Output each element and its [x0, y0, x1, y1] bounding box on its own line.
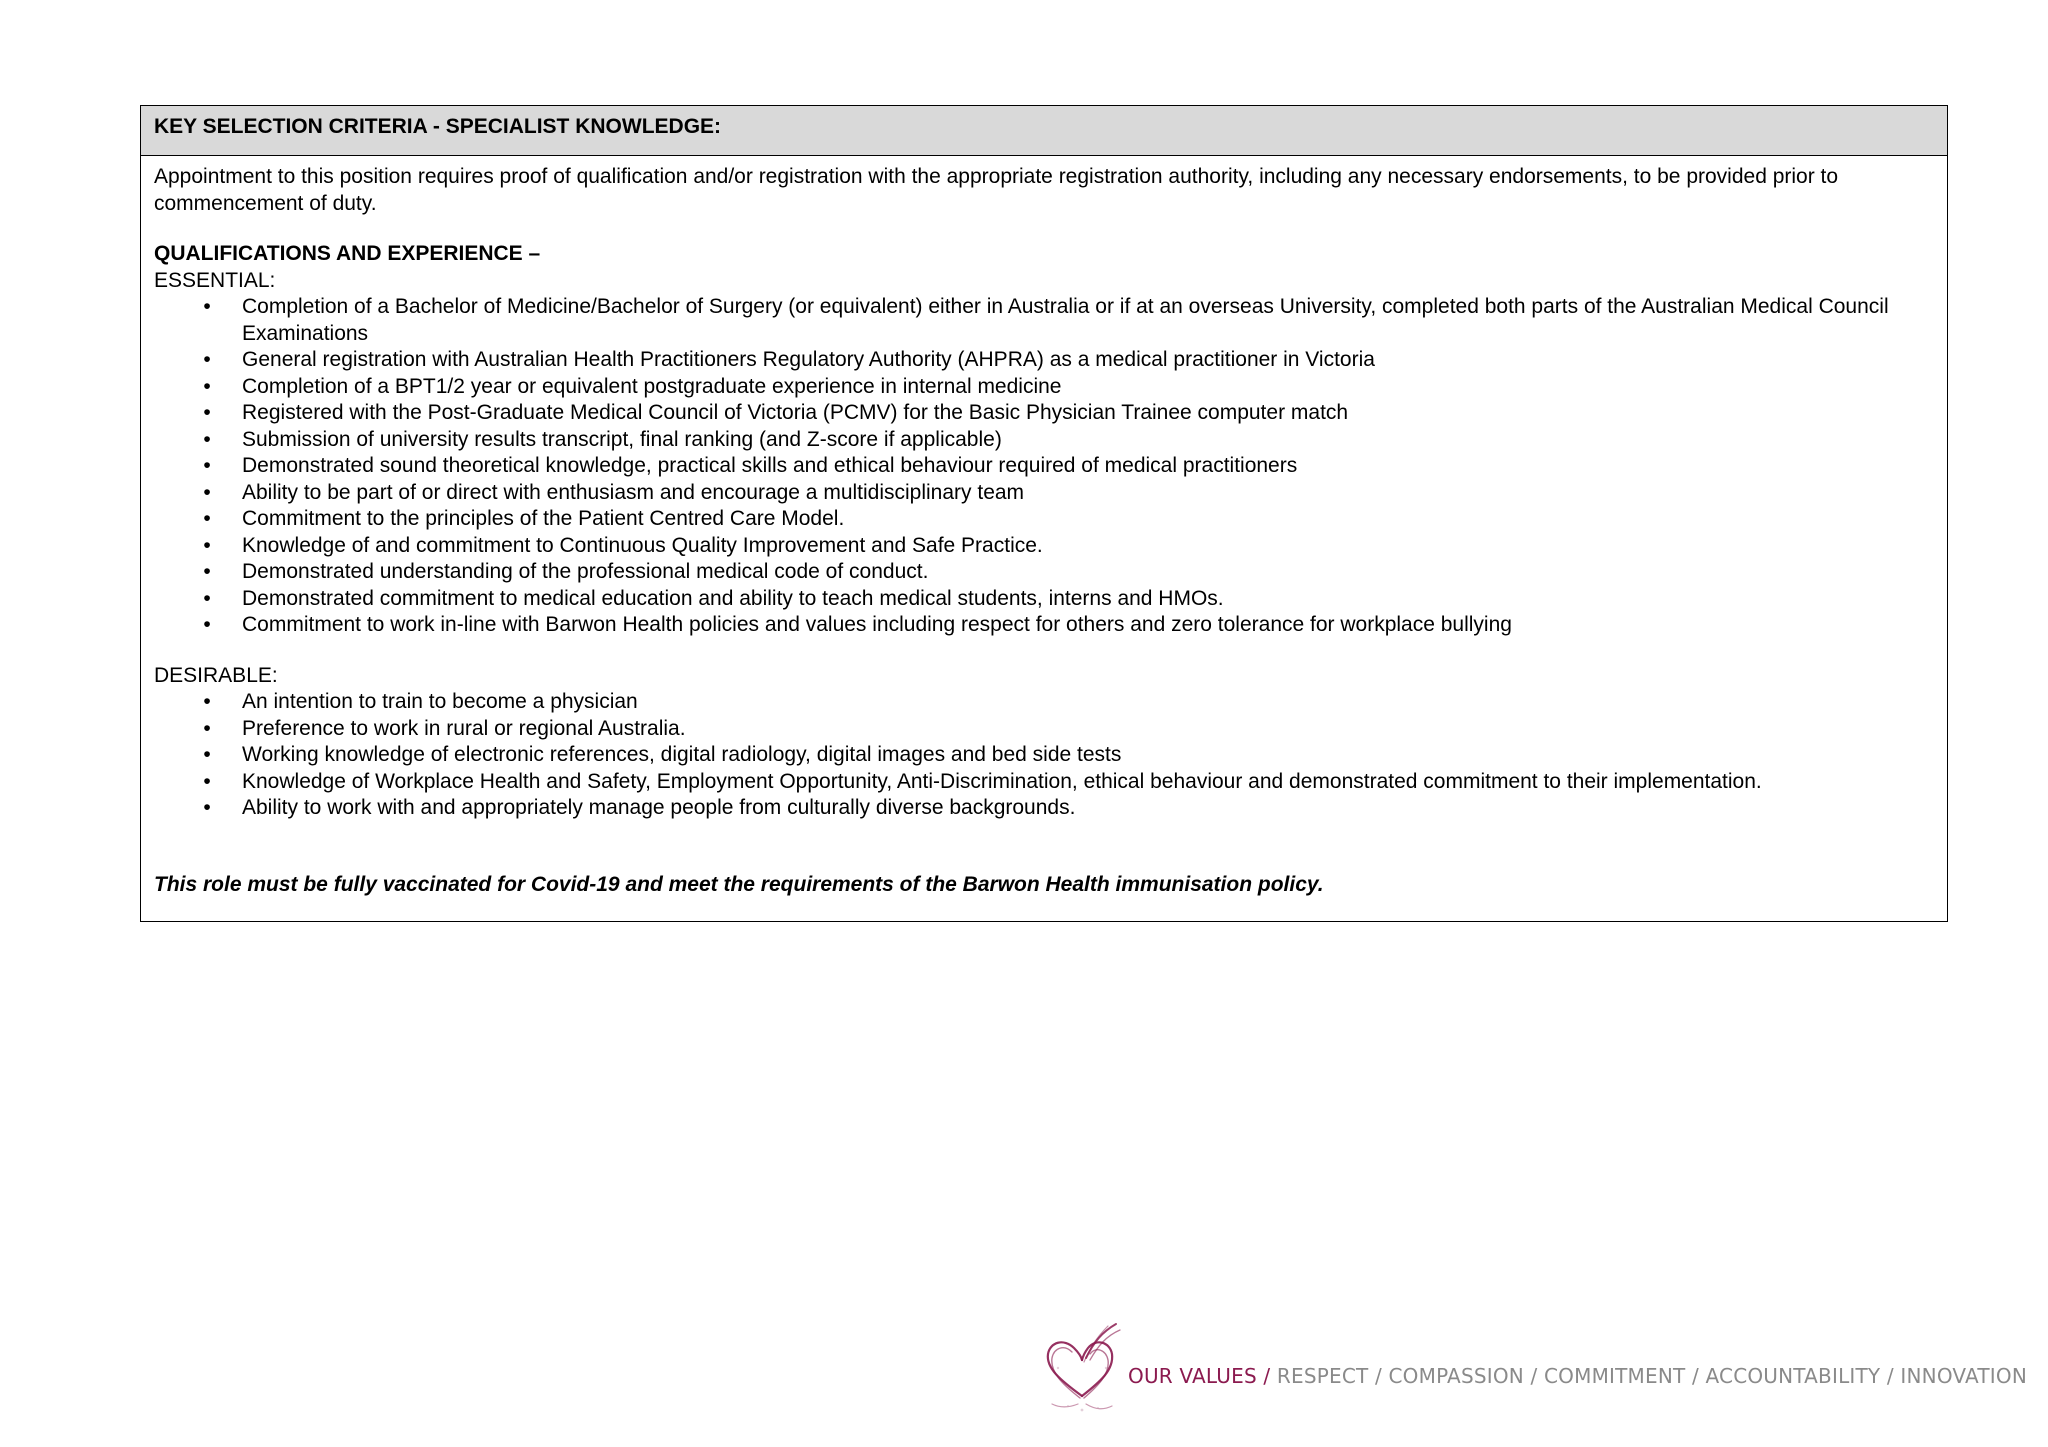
selection-criteria-table [140, 105, 1948, 922]
bullet-icon: • [203, 560, 211, 583]
bullet-icon: • [203, 743, 211, 766]
desirable-list [154, 689, 1934, 822]
value-respect: RESPECT [1276, 1364, 1369, 1388]
list-item: • Completion of a BPT1/2 year or equivalent postgraduate experience in internal medicine [154, 374, 1934, 401]
list-item: • Demonstrated commitment to medical education and ability to teach medical students, interns and HMOs. [154, 586, 1934, 613]
list-item: • Knowledge of Workplace Health and Safety, Employment Opportunity, Anti-Discrimination, ethical behaviour and demonstrated commitment to their implementation. [154, 769, 1934, 796]
list-item: • Commitment to work in-line with Barwon Health policies and values including respect for others and zero tolerance for workplace bullying [154, 612, 1934, 639]
list-item: • Preference to work in rural or regional Australia. [154, 716, 1934, 743]
vaccination-note: This role must be fully vaccinated for Covid-19 and meet the requirements of the Barwon Health immunisation policy. [154, 872, 1324, 896]
value-innovation: INNOVATION [1900, 1364, 2027, 1388]
bullet-icon: • [203, 401, 211, 424]
separator: / [1530, 1364, 1538, 1388]
list-item: • Commitment to the principles of the Patient Centred Care Model. [154, 506, 1934, 533]
bullet-icon: • [203, 586, 211, 610]
bullet-icon: • [203, 716, 211, 740]
list-item: • Knowledge of and commitment to Continuous Quality Improvement and Safe Practice. [154, 533, 1934, 560]
value-accountability: ACCOUNTABILITY [1705, 1364, 1881, 1388]
separator: / [1886, 1364, 1894, 1388]
values-footer [1038, 1318, 2027, 1418]
bullet-icon: • [203, 295, 211, 318]
essential-list [154, 294, 1934, 639]
list-item: • Demonstrated sound theoretical knowledge, practical skills and ethical behaviour required of medical practitioners [154, 453, 1934, 480]
bullet-icon: • [203, 796, 211, 819]
list-item: • Working knowledge of electronic references, digital radiology, digital images and bed side tests [154, 742, 1934, 769]
qualifications-heading: QUALIFICATIONS AND EXPERIENCE – [154, 242, 541, 265]
bullet-icon: • [203, 613, 211, 636]
bullet-icon: • [203, 454, 211, 477]
bullet-icon: • [203, 348, 211, 371]
separator: / [1375, 1364, 1382, 1388]
value-commitment: COMMITMENT [1544, 1364, 1686, 1388]
list-item: • Registered with the Post-Graduate Medical Council of Victoria (PCMV) for the Basic Physician Trainee computer match [154, 400, 1934, 427]
list-item: • Completion of a Bachelor of Medicine/Bachelor of Surgery (or equivalent) either in Australia or if at an overseas University, completed both parts of the Australian Medical Council Examinations [154, 294, 1934, 347]
desirable-label: DESIRABLE: [154, 663, 278, 687]
bullet-icon: • [203, 690, 211, 713]
our-values-label: OUR VALUES [1128, 1364, 1257, 1388]
value-compassion: COMPASSION [1388, 1364, 1524, 1388]
essential-label: ESSENTIAL: [154, 268, 276, 292]
list-item: • Ability to work with and appropriately manage people from culturally diverse backgrounds. [154, 795, 1934, 822]
bullet-icon: • [203, 533, 211, 557]
bullet-icon: • [203, 507, 211, 530]
criteria-header: KEY SELECTION CRITERIA - SPECIALIST KNOWLEDGE: [141, 106, 1947, 156]
list-item: • Submission of university results transcript, final ranking (and Z-score if applicable) [154, 427, 1934, 454]
bullet-icon: • [203, 769, 211, 793]
bullet-icon: • [203, 480, 211, 504]
heart-logo-icon [1038, 1318, 1126, 1418]
list-item: • Demonstrated understanding of the professional medical code of conduct. [154, 559, 1934, 586]
bullet-icon: • [203, 374, 211, 398]
separator: / [1263, 1364, 1271, 1388]
separator: / [1691, 1364, 1699, 1388]
list-item: • General registration with Australian Health Practitioners Regulatory Authority (AHPRA) as a medical practitioner in Victoria [154, 347, 1934, 374]
values-line [1128, 1364, 2027, 1388]
bullet-icon: • [203, 427, 211, 451]
criteria-body [141, 156, 1947, 898]
intro-paragraph: Appointment to this position requires proof of qualification and/or registration with the appropriate registration authority, including any necessary endorsements, to be provided prior to commencement of duty. [154, 165, 1839, 215]
list-item: • An intention to train to become a physician [154, 689, 1934, 716]
list-item: • Ability to be part of or direct with enthusiasm and encourage a multidisciplinary team [154, 480, 1934, 507]
